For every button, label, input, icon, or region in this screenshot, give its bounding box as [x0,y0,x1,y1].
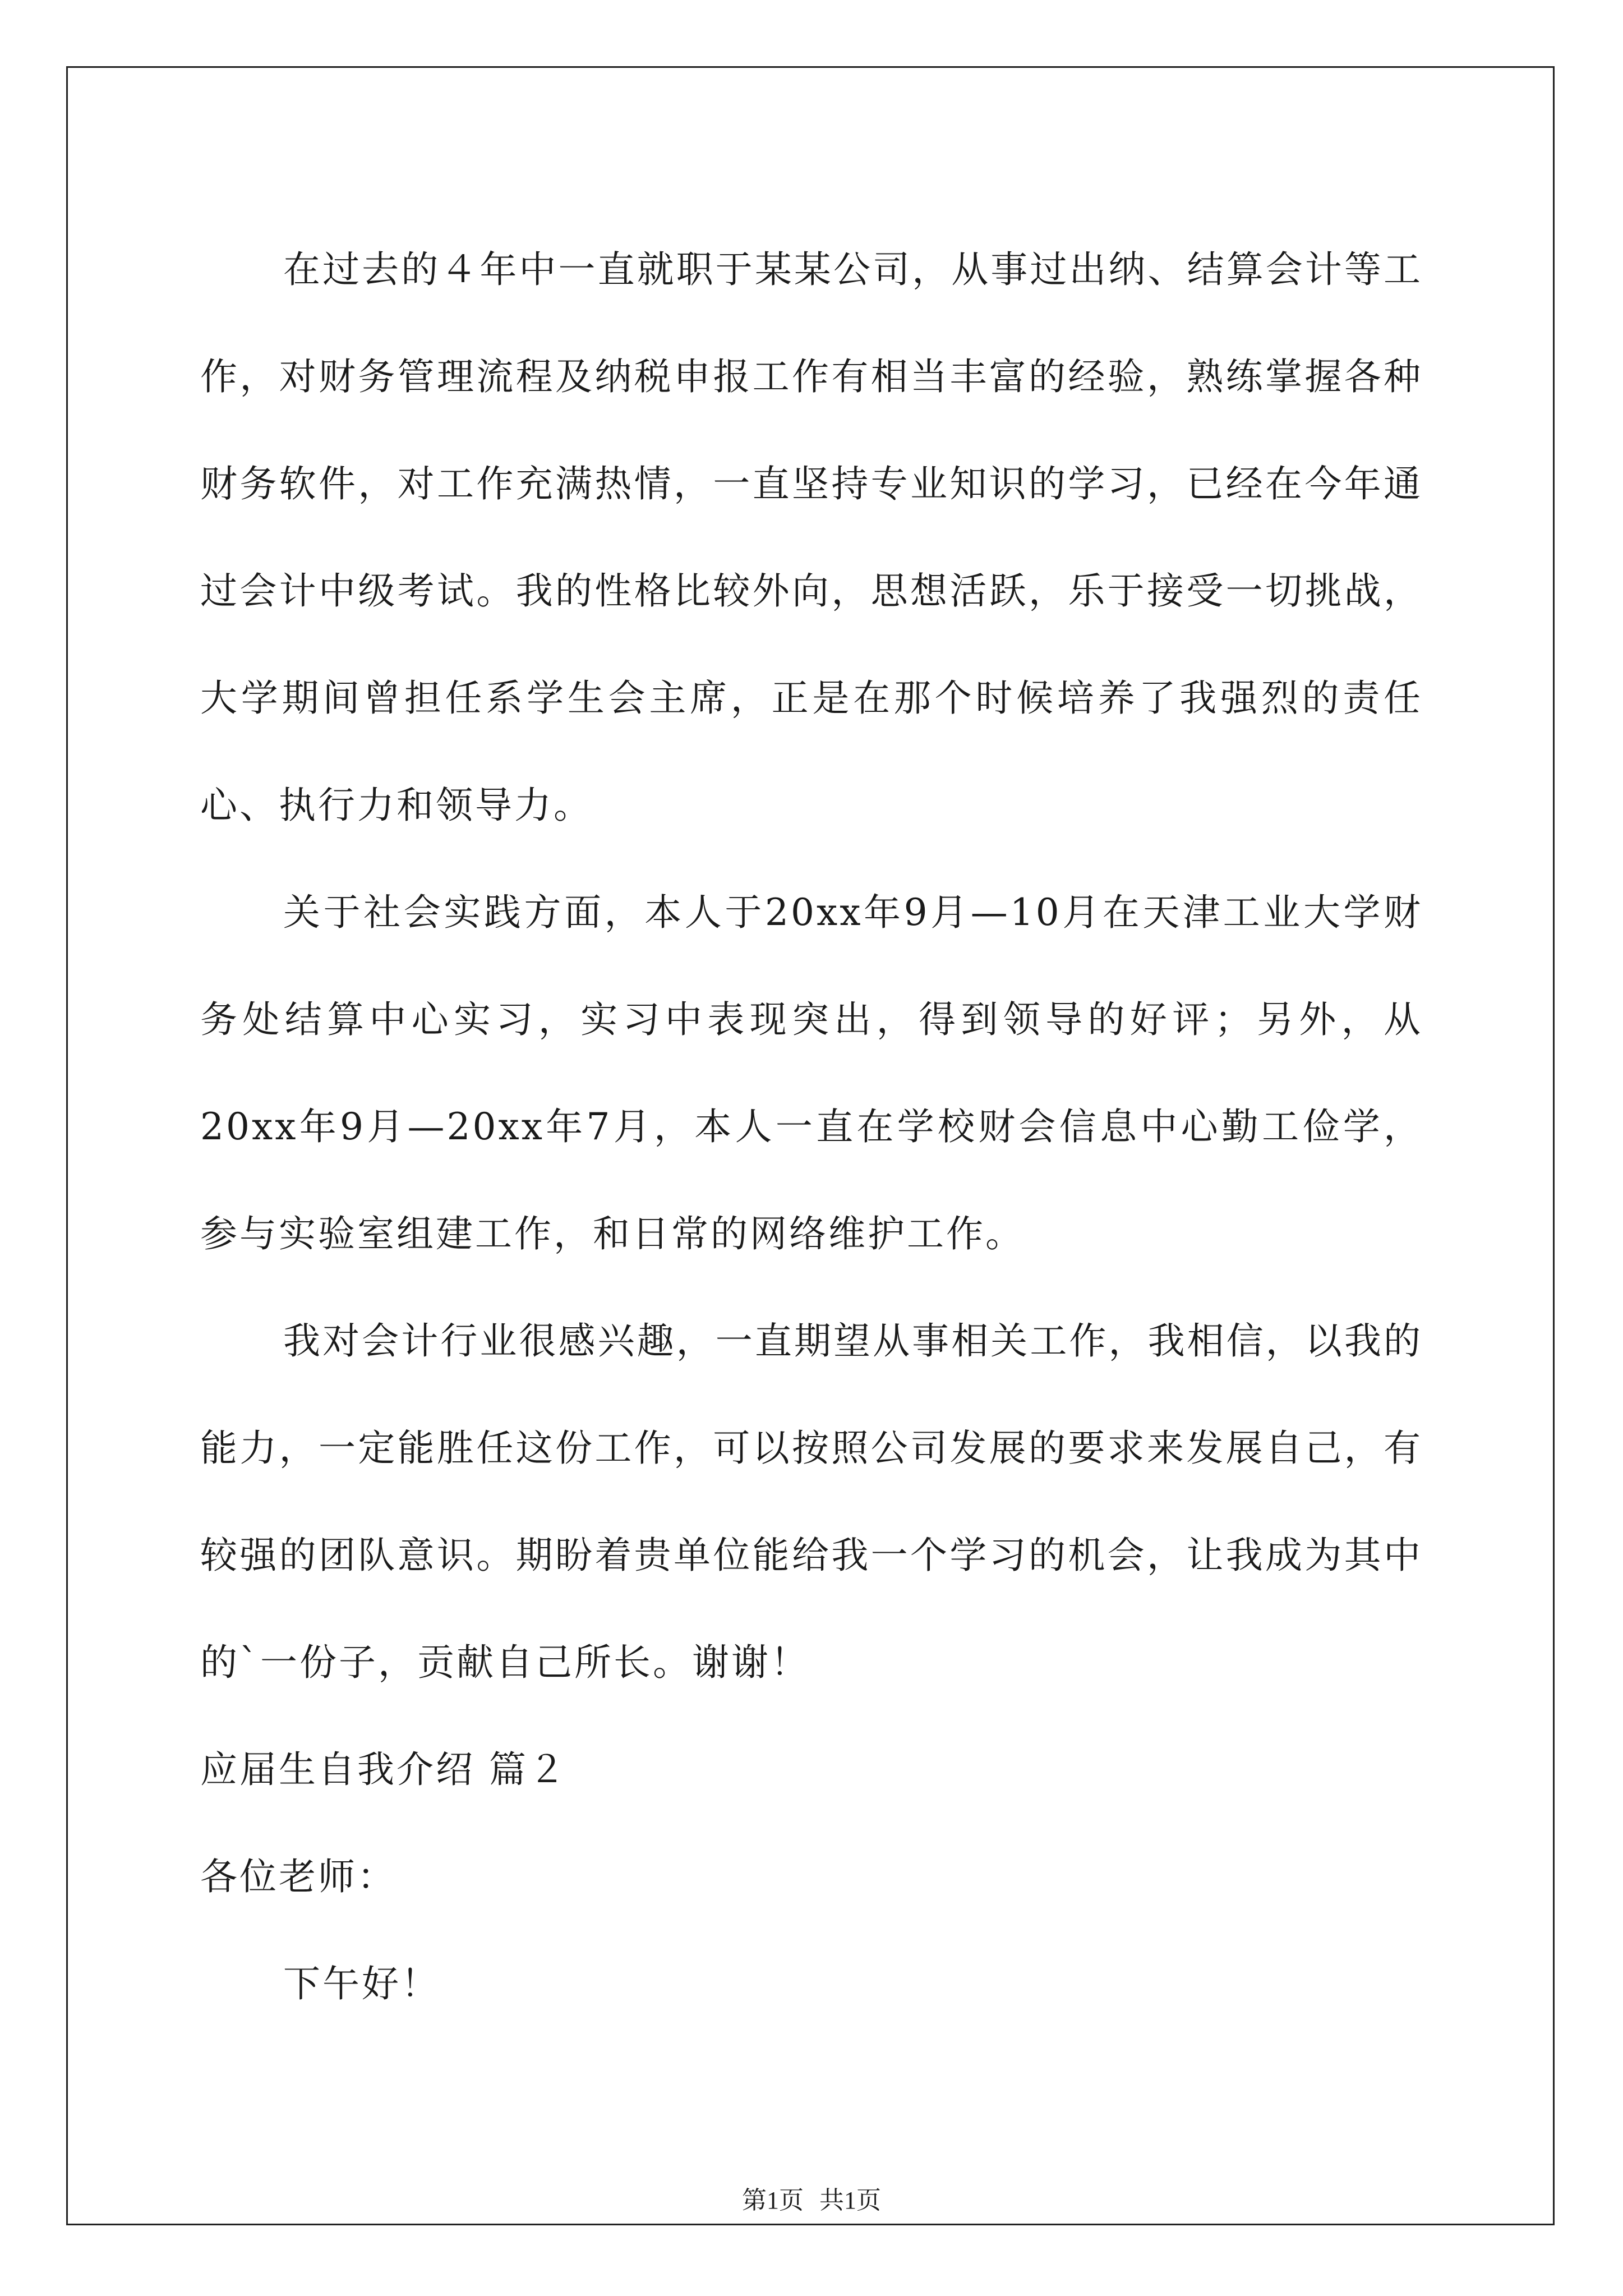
paragraph-social-practice: 关于社会实践方面，本人于20xx年9月—10月在天津工业大学财务处结算中心实习，实习中表现突出，得到领导的好评；另外，从20xx年9月—20xx年7月，本人一直在学校财会信息中心勤工俭学，参与实验室组建工作，和日常的网络维护工作。 [200,891,1423,1255]
section-heading: 应届生自我介绍 篇２ [200,1748,568,1791]
salutation: 各位老师： [200,1855,396,1898]
page-footer [0,2184,1623,2217]
page-number-current: 第1页 [742,2187,804,2214]
paragraph-work-experience: 在过去的４年中一直就职于某某公司，从事过出纳、结算会计等工作，对财务管理流程及纳税申报工作有相当丰富的经验，熟练掌握各种财务软件，对工作充满热情，一直坚持专业知识的学习，已经在今年通过会计中级考试。我的性格比较外向，思想活跃，乐于接受一切挑战，大学期间曾担任系学生会主席，正是在那个时候培养了我强烈的责任心、执行力和领导力。 [200,248,1423,827]
page-number-total: 共1页 [819,2187,881,2214]
paragraph-career-interest: 我对会计行业很感兴趣，一直期望从事相关工作，我相信，以我的能力，一定能胜任这份工作，可以按照公司发展的要求来发展自己，有较强的团队意识。期盼着贵单位能给我一个学习的机会，让我成为其中的`一份子，贡献自己所长。谢谢！ [200,1319,1423,1684]
document-body [200,216,1423,2037]
greeting: 下午好！ [283,1962,440,2005]
